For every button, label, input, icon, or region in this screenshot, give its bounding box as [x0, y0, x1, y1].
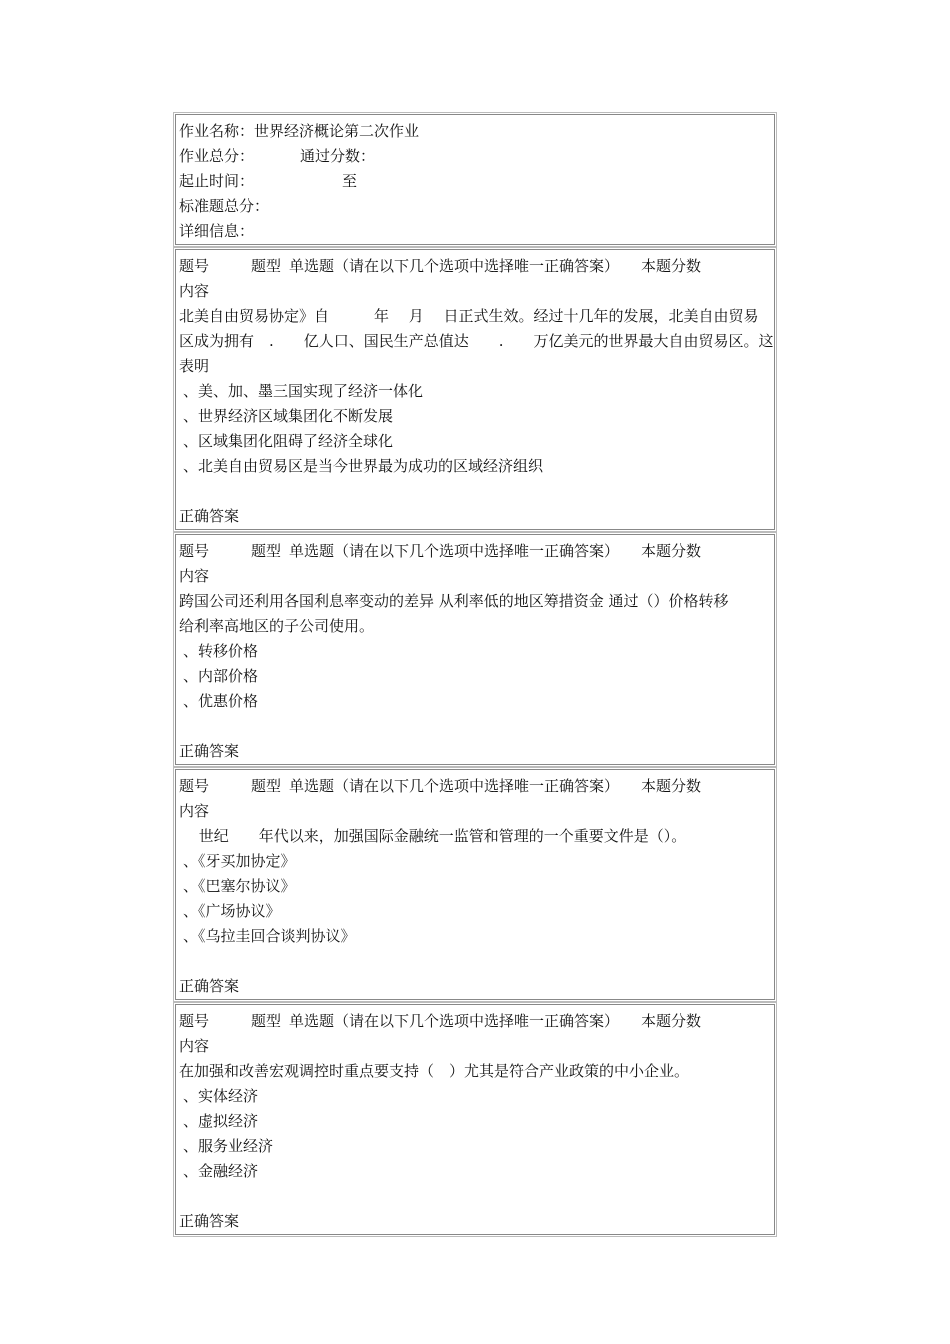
answer-option[interactable]: 、金融经济 — [183, 1162, 259, 1180]
correct-answer-label: 正确答案 — [179, 977, 240, 995]
question-text-line: 给利率高地区的子公司使用。 — [179, 617, 375, 635]
assignment-name-value: 世界经济概论第二次作业 — [254, 122, 420, 140]
question-type-value: 单选题（请在以下几个选项中选择唯一正确答案） — [289, 257, 620, 275]
answer-option[interactable]: 、世界经济区域集团化不断发展 — [183, 407, 394, 425]
detail-label: 详细信息： — [179, 222, 255, 240]
assignment-header — [175, 114, 775, 245]
answer-option[interactable]: 、转移价格 — [183, 642, 259, 660]
answer-option[interactable]: 、内部价格 — [183, 667, 259, 685]
question-type-label: 题型 — [251, 542, 282, 560]
question-meta-row — [179, 774, 774, 799]
question-block — [175, 249, 775, 530]
time-label: 起止时间： — [179, 172, 255, 190]
question-score-label: 本题分数 — [641, 542, 702, 560]
question-text-line: 表明 — [179, 357, 210, 375]
question-meta-row — [179, 254, 774, 279]
assignment-sheet — [175, 114, 775, 1239]
answer-option[interactable]: 、《乌拉圭回合谈判协议》 — [183, 927, 356, 945]
question-text-line: 在加强和改善宏观调控时重点要支持（ ）尤其是符合产业政策的中小企业。 — [179, 1062, 690, 1080]
answer-option[interactable]: 、优惠价格 — [183, 692, 259, 710]
content-label: 内容 — [179, 1037, 210, 1055]
answer-option[interactable]: 、《牙买加协定》 — [183, 852, 296, 870]
question-block — [175, 534, 775, 765]
question-score-label: 本题分数 — [641, 1012, 702, 1030]
assignment-name-row — [179, 119, 774, 144]
assignment-score-row — [179, 144, 774, 169]
question-meta-row — [179, 1009, 774, 1034]
question-block — [175, 769, 775, 1000]
content-label: 内容 — [179, 567, 210, 585]
question-text-line: 世纪 年代以来，加强国际金融统一监管和管理的一个重要文件是（）。 — [179, 827, 687, 845]
question-text-line: 北美自由贸易协定》自 年 月 日正式生效。经过十几年的发展，北美自由贸易 — [179, 307, 759, 325]
question-number-label: 题号 — [179, 777, 210, 795]
answer-option[interactable]: 、区域集团化阻碍了经济全球化 — [183, 432, 394, 450]
question-score-label: 本题分数 — [641, 257, 702, 275]
content-label: 内容 — [179, 282, 210, 300]
answer-option[interactable]: 、《巴塞尔协议》 — [183, 877, 296, 895]
total-score-label: 作业总分： — [179, 147, 255, 165]
question-number-label: 题号 — [179, 1012, 210, 1030]
question-type-label: 题型 — [251, 1012, 282, 1030]
answer-option[interactable]: 、北美自由贸易区是当今世界最为成功的区域经济组织 — [183, 457, 544, 475]
answer-option[interactable]: 、虚拟经济 — [183, 1112, 259, 1130]
question-score-label: 本题分数 — [641, 777, 702, 795]
correct-answer-label: 正确答案 — [179, 1212, 240, 1230]
assignment-name-label: 作业名称： — [179, 122, 255, 140]
answer-option[interactable]: 、实体经济 — [183, 1087, 259, 1105]
question-text-line: 区成为拥有 . 亿人口、国民生产总值达 . 万亿美元的世界最大自由贸易区。这 — [179, 332, 774, 350]
answer-option[interactable]: 、服务业经济 — [183, 1137, 274, 1155]
question-text-line: 跨国公司还利用各国利息率变动的差异 从利率低的地区筹措资金 通过（）价格转移 — [179, 592, 729, 610]
question-number-label: 题号 — [179, 257, 210, 275]
content-label: 内容 — [179, 802, 210, 820]
time-separator: 至 — [342, 172, 358, 190]
question-number-label: 题号 — [179, 542, 210, 560]
question-meta-row — [179, 539, 774, 564]
question-type-value: 单选题（请在以下几个选项中选择唯一正确答案） — [289, 777, 620, 795]
question-type-label: 题型 — [251, 777, 282, 795]
question-type-value: 单选题（请在以下几个选项中选择唯一正确答案） — [289, 542, 620, 560]
pass-score-label: 通过分数： — [300, 147, 376, 165]
detail-row — [179, 219, 774, 244]
answer-option[interactable]: 、《广场协议》 — [183, 902, 281, 920]
time-row — [179, 169, 774, 194]
answer-option[interactable]: 、美、加、墨三国实现了经济一体化 — [183, 382, 424, 400]
question-type-value: 单选题（请在以下几个选项中选择唯一正确答案） — [289, 1012, 620, 1030]
correct-answer-label: 正确答案 — [179, 507, 240, 525]
question-type-label: 题型 — [251, 257, 282, 275]
standard-total-row — [179, 194, 774, 219]
question-block — [175, 1004, 775, 1235]
standard-total-label: 标准题总分： — [179, 197, 270, 215]
correct-answer-label: 正确答案 — [179, 742, 240, 760]
